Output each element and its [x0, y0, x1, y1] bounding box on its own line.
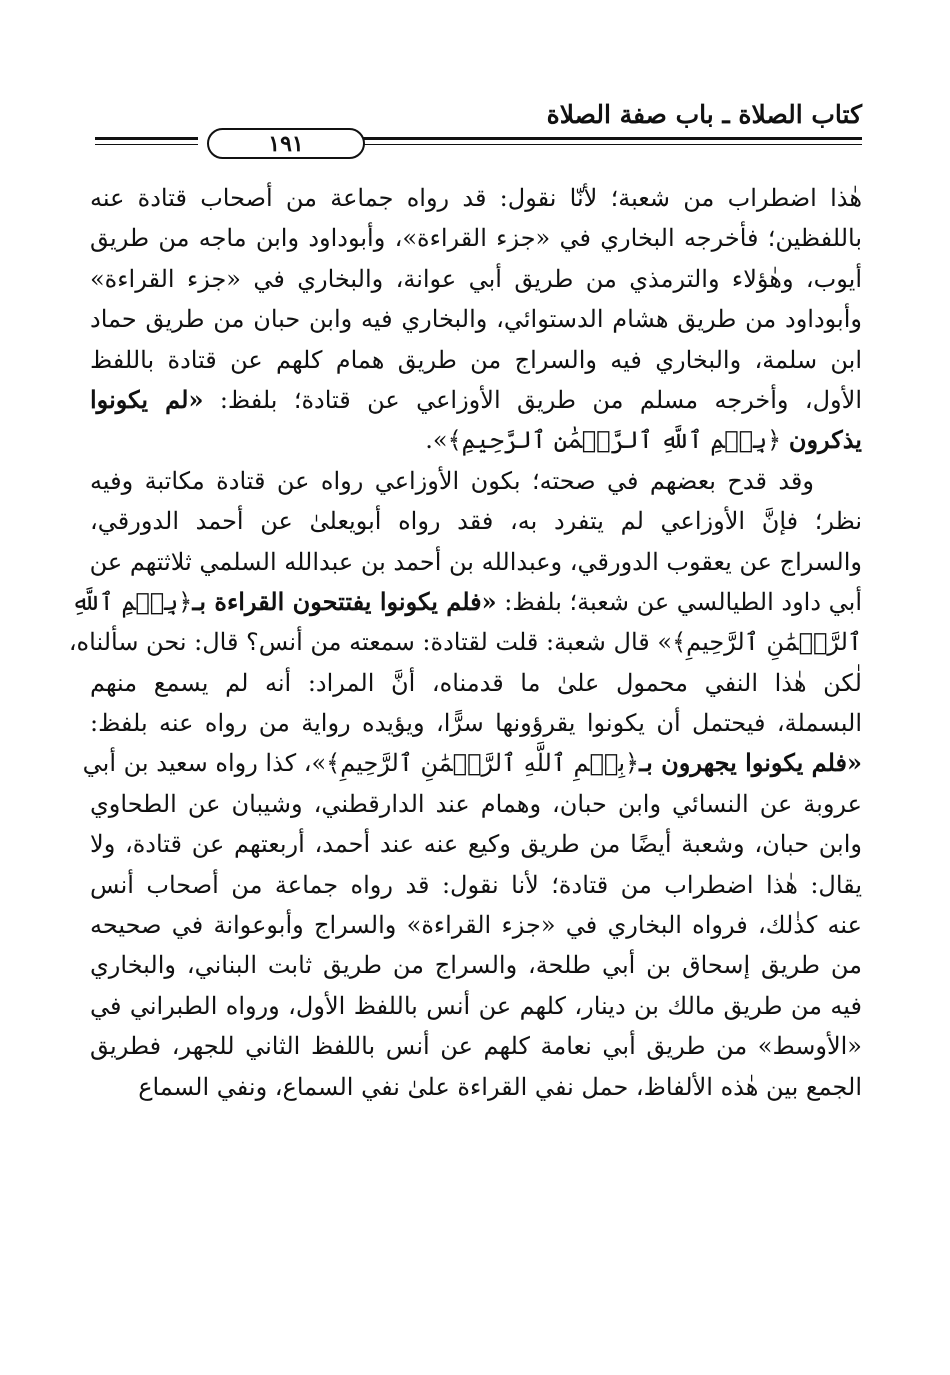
text-line [90, 178, 862, 218]
text-segment: ﴿بِسۡمِ ٱللَّهِ [71, 587, 193, 616]
text-segment: ٱلرَّحۡمَٰنِ ٱلرَّحِيمِ﴾» قال شعبة: قلت لقتادة: سمعته من أنس؟ قال: نحن سألناه، [68, 628, 862, 657]
text-line [71, 582, 862, 622]
text-line [90, 945, 862, 985]
text-line [90, 905, 862, 945]
text-segment: نظر؛ فإنَّ الأوزاعي لم يتفرد به، فقد رواه أبويعلىٰ عن أحمد الدورقي، [90, 507, 862, 536]
text-line [90, 824, 862, 864]
bold-quote-segment: «فلم يكونوا يفتتحون القراءة بـ [192, 586, 497, 616]
text-segment: البسملة، فيحتمل أن يكونوا يقرؤونها سرًّا، ويؤيده رواية من رواه عنه بلفظ: [90, 709, 862, 738]
text-segment: والسراج عن يعقوب الدورقي، وعبدالله بن أحمد بن عبدالله السلمي ثلاثتهم عن [89, 547, 862, 576]
text-segment: يقال: هٰذا اضطراب من قتادة؛ لأنا نقول: قد رواه جماعة من أصحاب أنس [90, 870, 862, 899]
text-segment: أبي داود الطيالسي عن شعبة؛ بلفظ: [496, 587, 862, 616]
text-segment: عنه كذٰلك، فرواه البخاري في «جزء القراءة» والسراج وأبوعوانة في صحيحه [90, 911, 862, 940]
text-segment: وقد قدح بعضهم في صحته؛ بكون الأوزاعي رواه عن قتادة مكاتبة وفيه [90, 466, 814, 495]
text-segment: أيوب، وهٰؤلاء والترمذي من طريق أبي عوانة، والبخاري في «جزء القراءة» [90, 264, 862, 293]
page-number: ١٩١ [207, 128, 365, 159]
header-rule [95, 128, 862, 164]
text-segment: الجمع بين هٰذه الألفاظ، حمل نفي القراءة علىٰ نفي السماع، ونفي السماع [138, 1072, 862, 1101]
text-segment: هٰذا اضطراب من شعبة؛ لأنّا نقول: قد رواه جماعة من أصحاب قتادة عنه [90, 184, 862, 212]
text-segment: «الأوسط» من طريق أبي نعامة كلهم عن أنس باللفظ الثاني للجهر، فطريق [90, 1032, 862, 1061]
text-line [90, 299, 862, 339]
header-rule-right [297, 137, 862, 145]
running-title: كتاب الصلاة ـ باب صفة الصلاة [546, 100, 862, 129]
bold-quote-segment: «فلم يكونوا يجهرون بـ [639, 748, 862, 778]
text-line [68, 622, 862, 662]
body-text [68, 178, 863, 1107]
text-line [90, 218, 862, 258]
text-line [90, 501, 862, 541]
text-segment: وابن حبان، وشعبة أيضًا من طريق وكيع عنه عند أحمد، أربعتهم عن قتادة، ولا [90, 830, 862, 859]
text-line [90, 461, 862, 501]
text-line [90, 865, 862, 905]
text-line [90, 380, 862, 420]
text-line [90, 420, 862, 460]
text-line [90, 703, 862, 743]
text-segment: فيه من طريق مالك بن دينار، كلهم عن أنس باللفظ الأول، ورواه الطبراني في [90, 991, 862, 1020]
text-segment: لٰكن هٰذا النفي محمول علىٰ ما قدمناه، أنَّ المراد: أنه لم يسمع منهم [90, 668, 862, 697]
text-line [90, 986, 862, 1026]
text-segment: ابن سلمة، والبخاري فيه والسراج من طريق همام كلهم عن قتادة باللفظ [90, 345, 862, 374]
text-line [90, 1067, 862, 1107]
text-segment: ﴿بِسۡمِ ٱللَّهِ ٱلرَّحۡمَٰنِ ٱلرَّحِيمِ﴾». [425, 426, 789, 455]
text-segment: الأول، وأخرجه مسلم من طريق الأوزاعي عن قتادة؛ بلفظ: [203, 385, 863, 414]
text-line [90, 542, 862, 582]
bold-quote-segment: «لم يكونوا [90, 384, 204, 414]
text-line [90, 1026, 862, 1066]
text-segment: باللفظين؛ فأخرجه البخاري في «جزء القراءة»، وأبوداود وابن ماجه من طريق [90, 224, 862, 253]
text-line [90, 259, 862, 299]
header-rule-left [95, 137, 198, 145]
bold-quote-segment: يذكرون [788, 425, 862, 455]
text-line [82, 743, 862, 783]
text-segment: عروبة عن النسائي وابن حبان، وهمام عند الدارقطني، وشيبان عن الطحاوي [90, 789, 862, 818]
text-line [90, 340, 862, 380]
text-segment: من طريق إسحاق بن أبي طلحة، والسراج من طريق ثابت البناني، والبخاري [90, 951, 862, 980]
text-line [90, 784, 862, 824]
text-line [90, 663, 862, 703]
text-segment: ﴿بِسۡمِ ٱللَّهِ ٱلرَّحۡمَٰنِ ٱلرَّحِيمِ﴾»، كذا رواه سعيد بن أبي [82, 749, 640, 778]
text-segment: وأبوداود من طريق هشام الدستوائي، والبخاري فيه وابن حبان من طريق حماد [90, 305, 862, 334]
